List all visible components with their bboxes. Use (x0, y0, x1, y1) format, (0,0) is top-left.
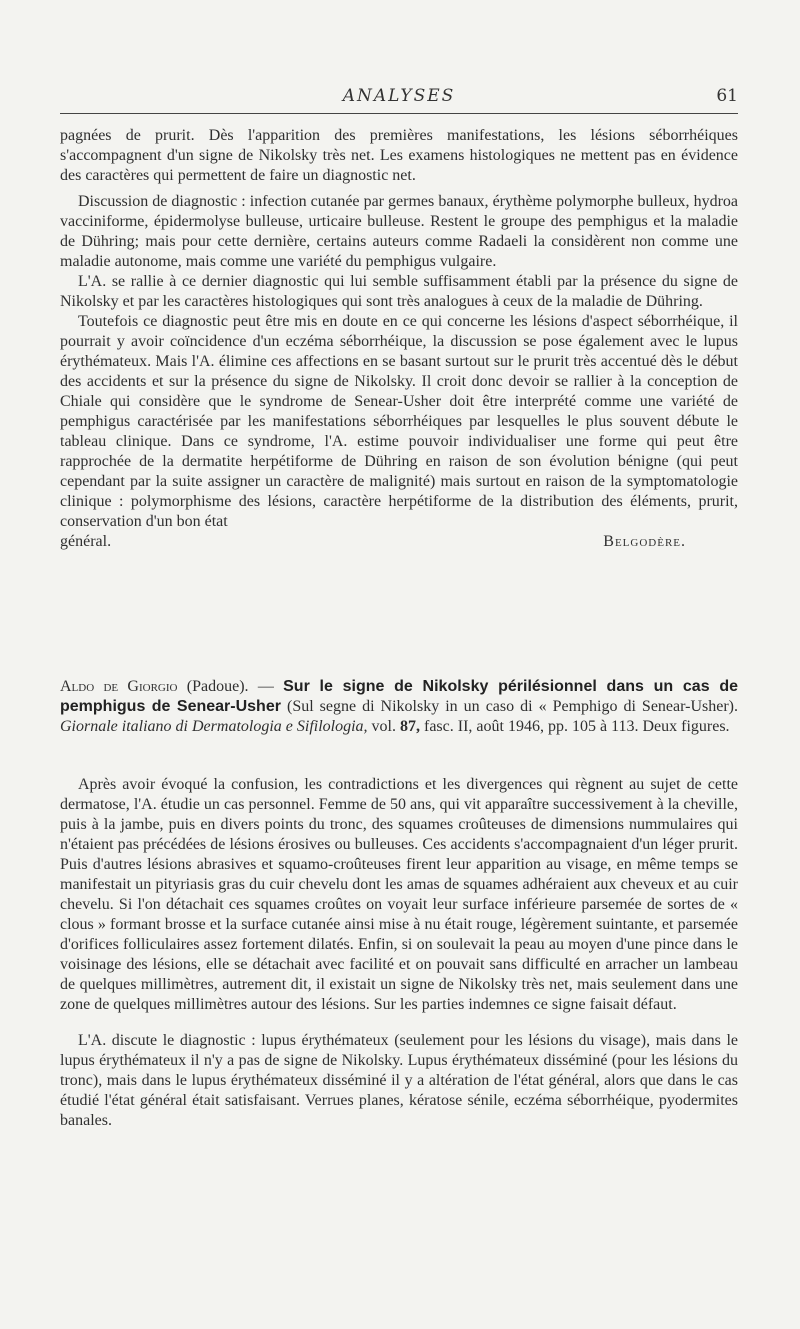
article-location: (Padoue). — (186, 678, 274, 695)
signature-line (60, 532, 738, 552)
volume-prefix: vol. (371, 718, 396, 735)
paragraph-discussion: Discussion de diagnostic : infection cutanée par germes banaux, érythème polymorphe bulleux, hydroa vacciniforme, épidermolyse bulleuse, urticaire bulleuse. Restent le groupe des pemphigus et la maladie de Dühring; mais pour cette dernière, certains auteurs comme Radaeli la considèrent non comme une maladie autonome, mais comme une variété du pemphigus vulgaire. (60, 193, 738, 270)
page-number: 61 (716, 86, 738, 106)
last-line: général. (60, 533, 112, 550)
reviewer-signature: Belgodère. (603, 533, 686, 550)
header-rule (60, 113, 738, 114)
issue-info: fasc. II, août 1946, pp. 105 à 113. Deux figures. (424, 718, 730, 735)
article-italian-title: (Sul segne di Nikolsky in un caso di « Pemphigo di Senear-Usher). (286, 698, 739, 715)
paragraph-case: Après avoir évoqué la confusion, les contradictions et les divergences qui règnent au sujet de cette dermatose, l'A. étudie un cas personnel. Femme de 50 ans, qui vit apparaître successivement à la cheville, puis à la jambe, puis en divers points du tronc, des squames croûteuses de dimensions nummulaires qui n'étaient pas précédées de lésions érosives ou bulleuses. Ces accidents s'accompagnaient d'un léger prurit. Puis d'autres lésions abrasives et squamo-croûteuses firent leur apparition au visage, en même temps se manifestait un pityriasis gras du cuir chevelu dont les amas de squames adhéraient aux cheveux et au cuir chevelu. Si l'on détachait ces squames croûtes on voyait leur surface inférieure parsemée de sortes de « clous » formant brosse et la surface cutanée ainsi mise à nu était rouge, légèrement suintante, et parsemée d'orifices folliculaires assez fortement dilatés. Enfin, si on soulevait la peau au moyen d'une pince dans le voisinage des lésions, elle se détachait avec facilité et on pouvait sans difficulté en arracher un lambeau de quelques millimètres, autrement dit, il existait un signe de Nikolsky très net, mais seulement dans une zone de quelques millimètres autour des lésions. Sur les parties indemnes ce signe faisait défaut. (60, 776, 738, 1013)
paragraph-conclusion: L'A. se rallie à ce dernier diagnostic qui lui semble suffisamment établi par la présence du signe de Nikolsky et par les caractères histologiques qui sont très analogues à ceux de la maladie de Dühring. (60, 273, 738, 310)
article-citation (60, 677, 738, 737)
paragraph-continuation: pagnées de prurit. Dès l'apparition des premières manifestations, les lésions séborrhéiques s'accompagnent d'un signe de Nikolsky très net. Les examens histologiques ne mettent pas en évidence des caractères qui permettent de faire un diagnostic net. (60, 127, 738, 184)
review-de-giorgio (60, 661, 738, 1147)
paragraph-diagnosis: L'A. discute le diagnostic : lupus érythémateux (seulement pour les lésions du visage), mais dans le lupus érythémateux il n'y a pas de signe de Nikolsky. Lupus érythémateux disséminé (pour les lésions du tronc), mais dans le lupus érythémateux disséminé il y a altération de l'état général, alors que dans le cas étudié l'état général était satisfaisant. Verrues planes, kératose sénile, eczéma séborrhéique, pyodermites banales. (60, 1032, 738, 1129)
running-title: ANALYSES (342, 86, 456, 106)
review-belgodere (60, 126, 738, 552)
article-title: Sur le signe de Nikolsky périlésionnel dans un cas de pemphigus de Senear-Usher (60, 678, 739, 715)
volume-number: 87, (400, 718, 420, 735)
paragraph-doubt: Toutefois ce diagnostic peut être mis en doute en ce qui concerne les lésions d'aspect séborrhéique, il pourrait y avoir coïncidence d'un eczéma séborrhéique, la discussion se pose également avec le lupus érythémateux. Mais l'A. élimine ces affections en se basant surtout sur le prurit très accentué dès le début des accidents et sur la présence du signe de Nikolsky. Il croit donc devoir se rallier à la conception de Chiale qui considère que le syndrome de Senear-Usher doit être interprété comme une variété de pemphigus caractérisée par les manifestations séborrhéiques par lesquelles le plus souvent débute le tableau clinique. Dans ce syndrome, l'A. estime pouvoir individualiser une forme qui peut être rapprochée de la dermatite herpétiforme de Dühring en raison de son évolution bénigne (qui peut cependant par la suite assigner un caractère de malignité) mais surtout en raison de la symptomatologie clinique : polymorphisme des lésions, caractère herpétiforme de la distribution des éléments, prurit, conservation d'un bon état (60, 313, 738, 530)
article-author: Aldo de Giorgio (60, 678, 178, 695)
running-head (60, 80, 738, 108)
journal-name: Giornale italiano di Dermatologia e Sifilologia, (60, 718, 368, 735)
